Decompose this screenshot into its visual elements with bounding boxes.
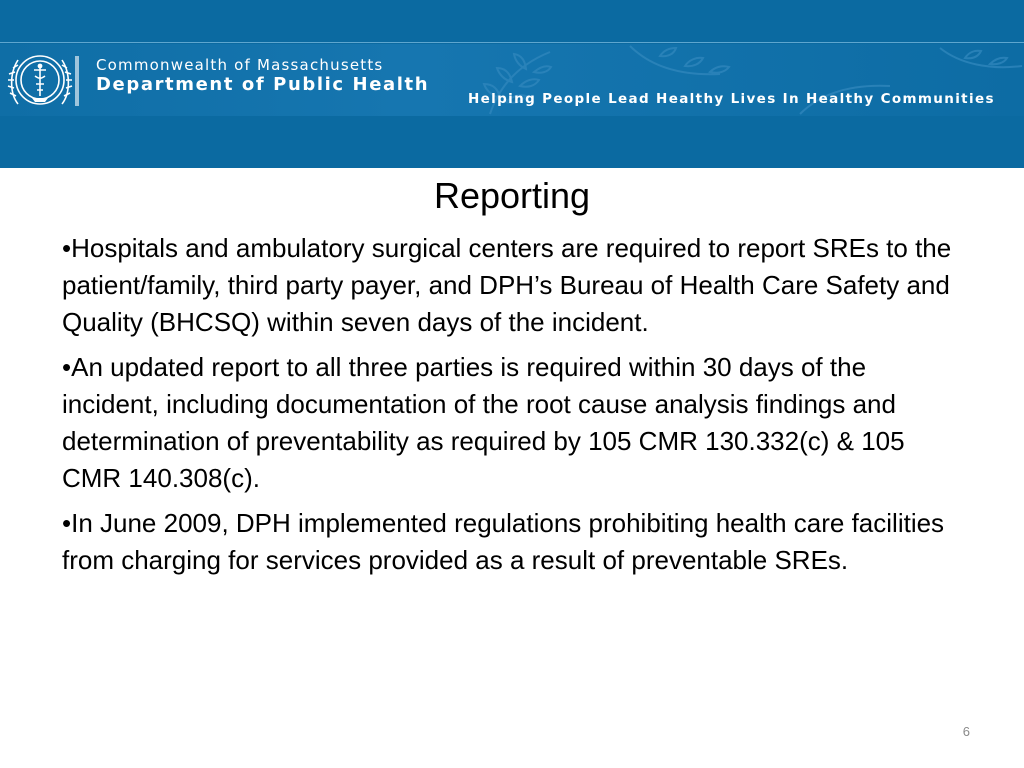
org-name-line1: Commonwealth of Massachusetts [96,56,384,74]
bullet-item [62,349,962,497]
bullet-icon: • [62,233,72,263]
bullet-item [62,230,962,341]
slide-number: 6 [962,724,970,739]
bullet-item [62,505,962,579]
bullet-icon: • [62,508,72,538]
bullet-text: Hospitals and ambulatory surgical centers are required to report SREs to the patient/family, third party payer, and DPH’s Bureau of Health Care Safety and Quality (BHCSQ) within seven days of the incident. [62,233,952,337]
bullet-text: An updated report to all three parties is required within 30 days of the incident, including documentation of the root cause analysis findings and determination of preventability as required by 105 CMR 130.332(c) & 105 CMR 140.308(c). [62,352,905,493]
bullet-list [62,230,962,587]
slide-title: Reporting [433,175,591,216]
bullet-text: In June 2009, DPH implemented regulations prohibiting health care facilities from charging for services provided as a result of preventable SREs. [62,508,945,575]
tagline: Helping People Lead Healthy Lives In Healthy Communities [468,91,995,107]
banner-divider [0,42,1024,43]
org-name-line2: Department of Public Health [96,74,430,95]
massachusetts-seal-icon [6,46,84,114]
bullet-icon: • [62,352,72,382]
